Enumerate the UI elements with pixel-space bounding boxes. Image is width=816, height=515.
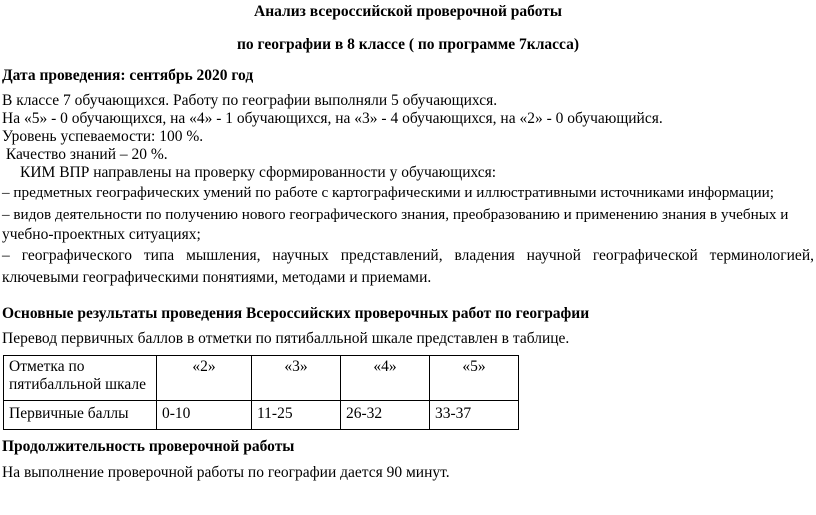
date-line: Дата проведения: сентябрь 2020 год	[2, 67, 254, 84]
table-row	[4, 401, 519, 430]
document-title-line-2: по географии в 8 классе ( по программе 7класса)	[237, 36, 579, 53]
primary-score-label: Первичные баллы	[4, 401, 157, 430]
score-conversion-table	[3, 355, 519, 430]
stats-success-rate: Уровень успеваемости: 100 %.	[2, 128, 204, 145]
table-header-label: Отметка по пятибалльной шкале	[4, 356, 157, 401]
kim-item-3-line-2: ключевыми географическими понятиями, методами и приемами.	[2, 269, 432, 286]
stats-class-size: В классе 7 обучающихся. Работу по географии выполняли 5 обучающихся.	[2, 92, 498, 109]
results-intro: Перевод первичных баллов в отметки по пятибалльной шкале представлен в таблице.	[2, 330, 570, 347]
grade-header-2: «2»	[157, 356, 252, 401]
stats-grade-distribution: На «5» - 0 обучающихся, на «4» - 1 обучающихся, на «3» - 4 обучающихся, на «2» - 0 обучающийся.	[2, 110, 663, 127]
kim-item-2-line-2: учебно-проектных ситуациях;	[2, 226, 201, 243]
duration-text: На выполнение проверочной работы по географии дается 90 минут.	[2, 464, 450, 481]
score-range-3: 11-25	[252, 401, 341, 430]
score-range-5: 33-37	[430, 401, 519, 430]
document-title-line-1: Анализ всероссийской проверочной работы	[254, 3, 562, 20]
kim-item-1: – предметных географических умений по работе с картографическими и иллюстративными источниками информации;	[2, 184, 774, 201]
grade-header-4: «4»	[341, 356, 430, 401]
table-row	[4, 356, 519, 401]
grade-header-3: «3»	[252, 356, 341, 401]
results-heading: Основные результаты проведения Всероссийских проверочных работ по географии	[2, 305, 590, 322]
grade-header-5: «5»	[430, 356, 519, 401]
kim-item-3-line-1: – географического типа мышления, научных представлений, владения научной географической терминологией,	[2, 247, 814, 264]
kim-item-2-line-1: – видов деятельности по получению нового географического знания, преобразованию и применению знания в учебных и	[2, 206, 789, 223]
score-range-2: 0-10	[157, 401, 252, 430]
duration-heading: Продолжительность проверочной работы	[2, 438, 295, 455]
kim-intro: КИМ ВПР направлены на проверку сформированности у обучающихся:	[20, 164, 497, 181]
score-range-4: 26-32	[341, 401, 430, 430]
stats-knowledge-quality: Качество знаний – 20 %.	[2, 146, 168, 163]
